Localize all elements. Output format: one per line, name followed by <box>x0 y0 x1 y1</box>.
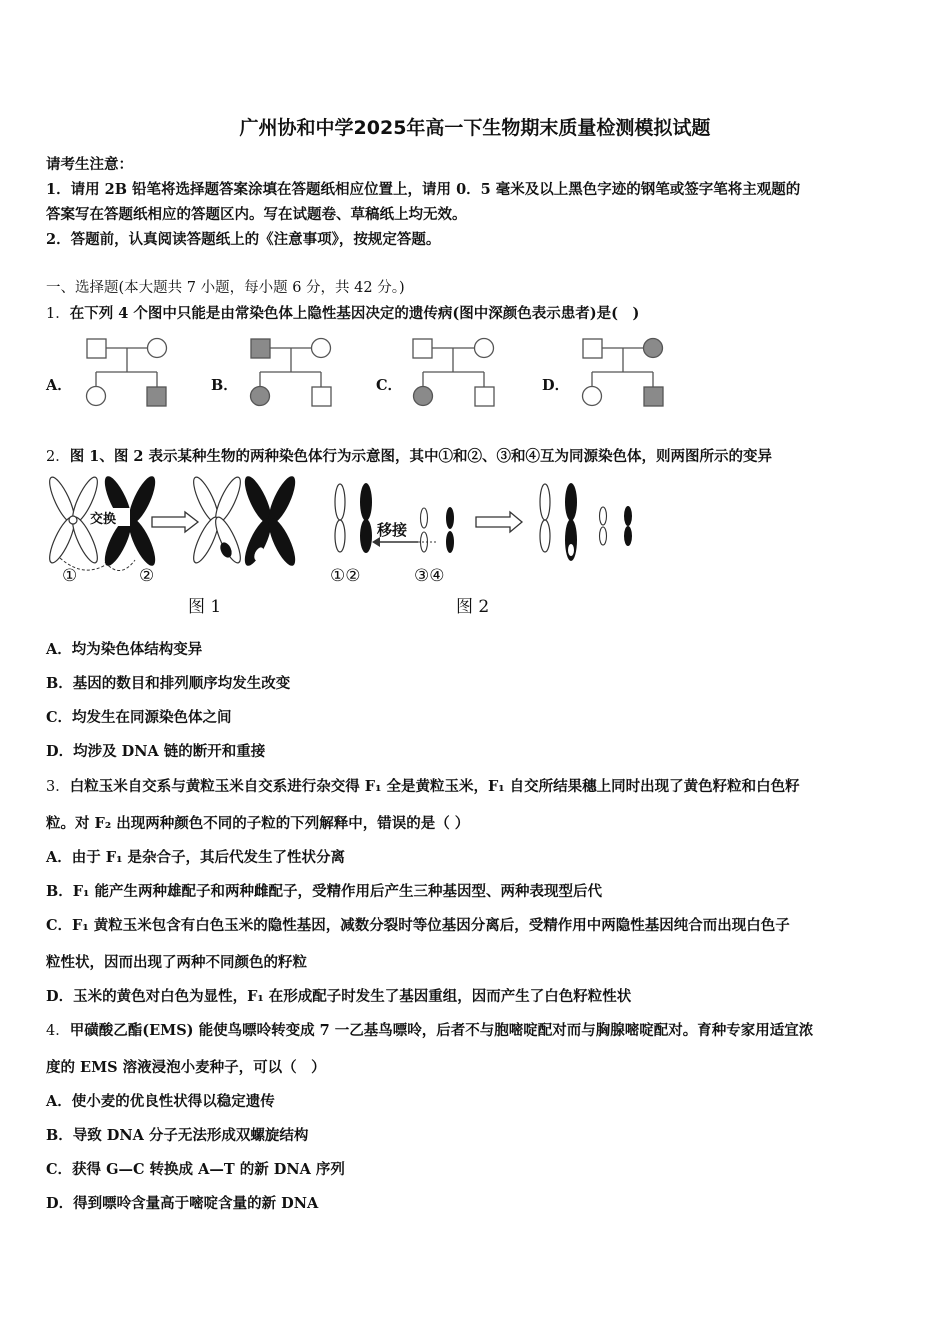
q4-option-a: A．使小麦的优良性状得以稳定遗传 <box>46 1093 275 1110</box>
q1-number: 1． <box>46 306 70 322</box>
notice-line-2: 2．答题前，认真阅读答题纸上的《注意事项》，按规定答题。 <box>46 231 441 248</box>
section-heading: 一、选择题(本大题共 7 小题，每小题 6 分，共 42 分。) <box>46 280 405 296</box>
pedigree-d <box>583 339 664 407</box>
q2-stem: 图 1、图 2 表示某种生物的两种染色体行为示意图，其中①和②、③和④互为同源染色体，则两图所示的变异 <box>69 448 773 465</box>
q3-option-c-cont: 粒性状，因而出现了两种不同颜色的籽粒 <box>46 954 307 971</box>
fig2-transfer-label: 移接 <box>377 521 408 539</box>
q4-option-d: D．得到嘌呤含量高于嘧啶含量的新 DNA <box>46 1195 319 1212</box>
fig1-arrow <box>152 512 198 532</box>
fig2-arrow <box>476 512 522 532</box>
fig2-result-1 <box>540 484 550 552</box>
page-title: 广州协和中学2025年高一下生物期末质量检测模拟试题 <box>239 117 711 139</box>
pedigree-c <box>413 339 494 407</box>
fig1-result-2 <box>240 473 300 569</box>
q4-stem-1: 甲磺酸乙酯(EMS) 能使鸟嘌呤转变成 7 一乙基鸟嘌呤，后者不与胞嘧啶配对而与胸腺嘧啶配对。育种专家用适宜浓 <box>69 1022 814 1039</box>
q1-label-a: A． <box>46 377 72 394</box>
fig1-label-2: ② <box>139 566 155 586</box>
fig2-chromosome-4 <box>446 507 454 553</box>
fig1-caption: 图 1 <box>188 597 222 617</box>
q3-number: 3． <box>46 779 70 795</box>
q1-stem: 在下列 4 个图中只能是由常染色体上隐性基因决定的遗传病(图中深颜色表示患者)是( ) <box>69 305 640 322</box>
q1-pedigree-figures <box>0 330 950 410</box>
q4-stem-2: 度的 EMS 溶液浸泡小麦种子，可以（ ） <box>46 1059 326 1076</box>
q3-option-a: A．由于 F₁ 是杂合子，其后代发生了性状分离 <box>46 849 345 866</box>
q1-label-c: C． <box>376 377 403 394</box>
fig1-label-1: ① <box>62 566 78 586</box>
q3-stem-2: 粒。对 F₂ 出现两种颜色不同的子粒的下列解释中，错误的是（ ） <box>46 815 470 832</box>
q1-label-d: D． <box>542 377 570 394</box>
fig2-result-4 <box>624 506 632 546</box>
pedigree-a <box>87 339 167 407</box>
q2-number: 2． <box>46 449 70 465</box>
pedigree-b <box>251 339 332 407</box>
q4-number: 4． <box>46 1023 70 1039</box>
notice-line-1a: 1．请用 2B 铅笔将选择题答案涂填在答题纸相应位置上，请用 0．5 毫米及以上黑色字迹的钢笔或签字笔将主观题的 <box>46 181 801 198</box>
q4-option-c: C．获得 G—C 转换成 A—T 的新 DNA 序列 <box>46 1161 345 1178</box>
fig1-result-1 <box>189 474 245 565</box>
q2-option-d: D．均涉及 DNA 链的断开和重接 <box>46 743 266 760</box>
q4-option-b: B．导致 DNA 分子无法形成双螺旋结构 <box>46 1127 309 1144</box>
q2-option-a: A．均为染色体结构变异 <box>46 641 203 658</box>
fig2-result-3 <box>600 507 607 545</box>
fig2-caption: 图 2 <box>456 597 490 617</box>
q3-option-d: D．玉米的黄色对白色为显性，F₁ 在形成配子时发生了基因重组，因而产生了白色籽粒性状 <box>46 988 632 1005</box>
notice-heading: 请考生注意： <box>46 156 133 173</box>
q2-option-b: B．基因的数目和排列顺序均发生改变 <box>46 675 291 692</box>
q3-stem-1: 白粒玉米自交系与黄粒玉米自交系进行杂交得 F₁ 全是黄粒玉米，F₁ 自交所结果穗上同时出现了黄色籽粒和白色籽 <box>69 778 800 795</box>
fig2-chromosome-1 <box>335 484 345 552</box>
q3-option-b: B．F₁ 能产生两种雄配子和两种雌配子，受精作用后产生三种基因型、两种表现型后代 <box>46 883 602 900</box>
q2-option-c: C．均发生在同源染色体之间 <box>46 709 232 726</box>
notice-line-1b: 答案写在答题纸相应的答题区内。写在试题卷、草稿纸上均无效。 <box>46 206 467 223</box>
fig2-chromosome-2 <box>360 483 372 553</box>
q3-option-c: C．F₁ 黄粒玉米包含有白色玉米的隐性基因，减数分裂时等位基因分离后，受精作用中两隐性基因纯合而出现白色子 <box>46 917 790 934</box>
fig2-label-12: ①② <box>330 566 361 586</box>
q1-label-b: B． <box>211 377 238 394</box>
fig2-label-34: ③④ <box>414 566 445 586</box>
fig2-chromosome-3 <box>421 508 428 552</box>
fig1-exchange-label: 交换 <box>90 508 116 527</box>
